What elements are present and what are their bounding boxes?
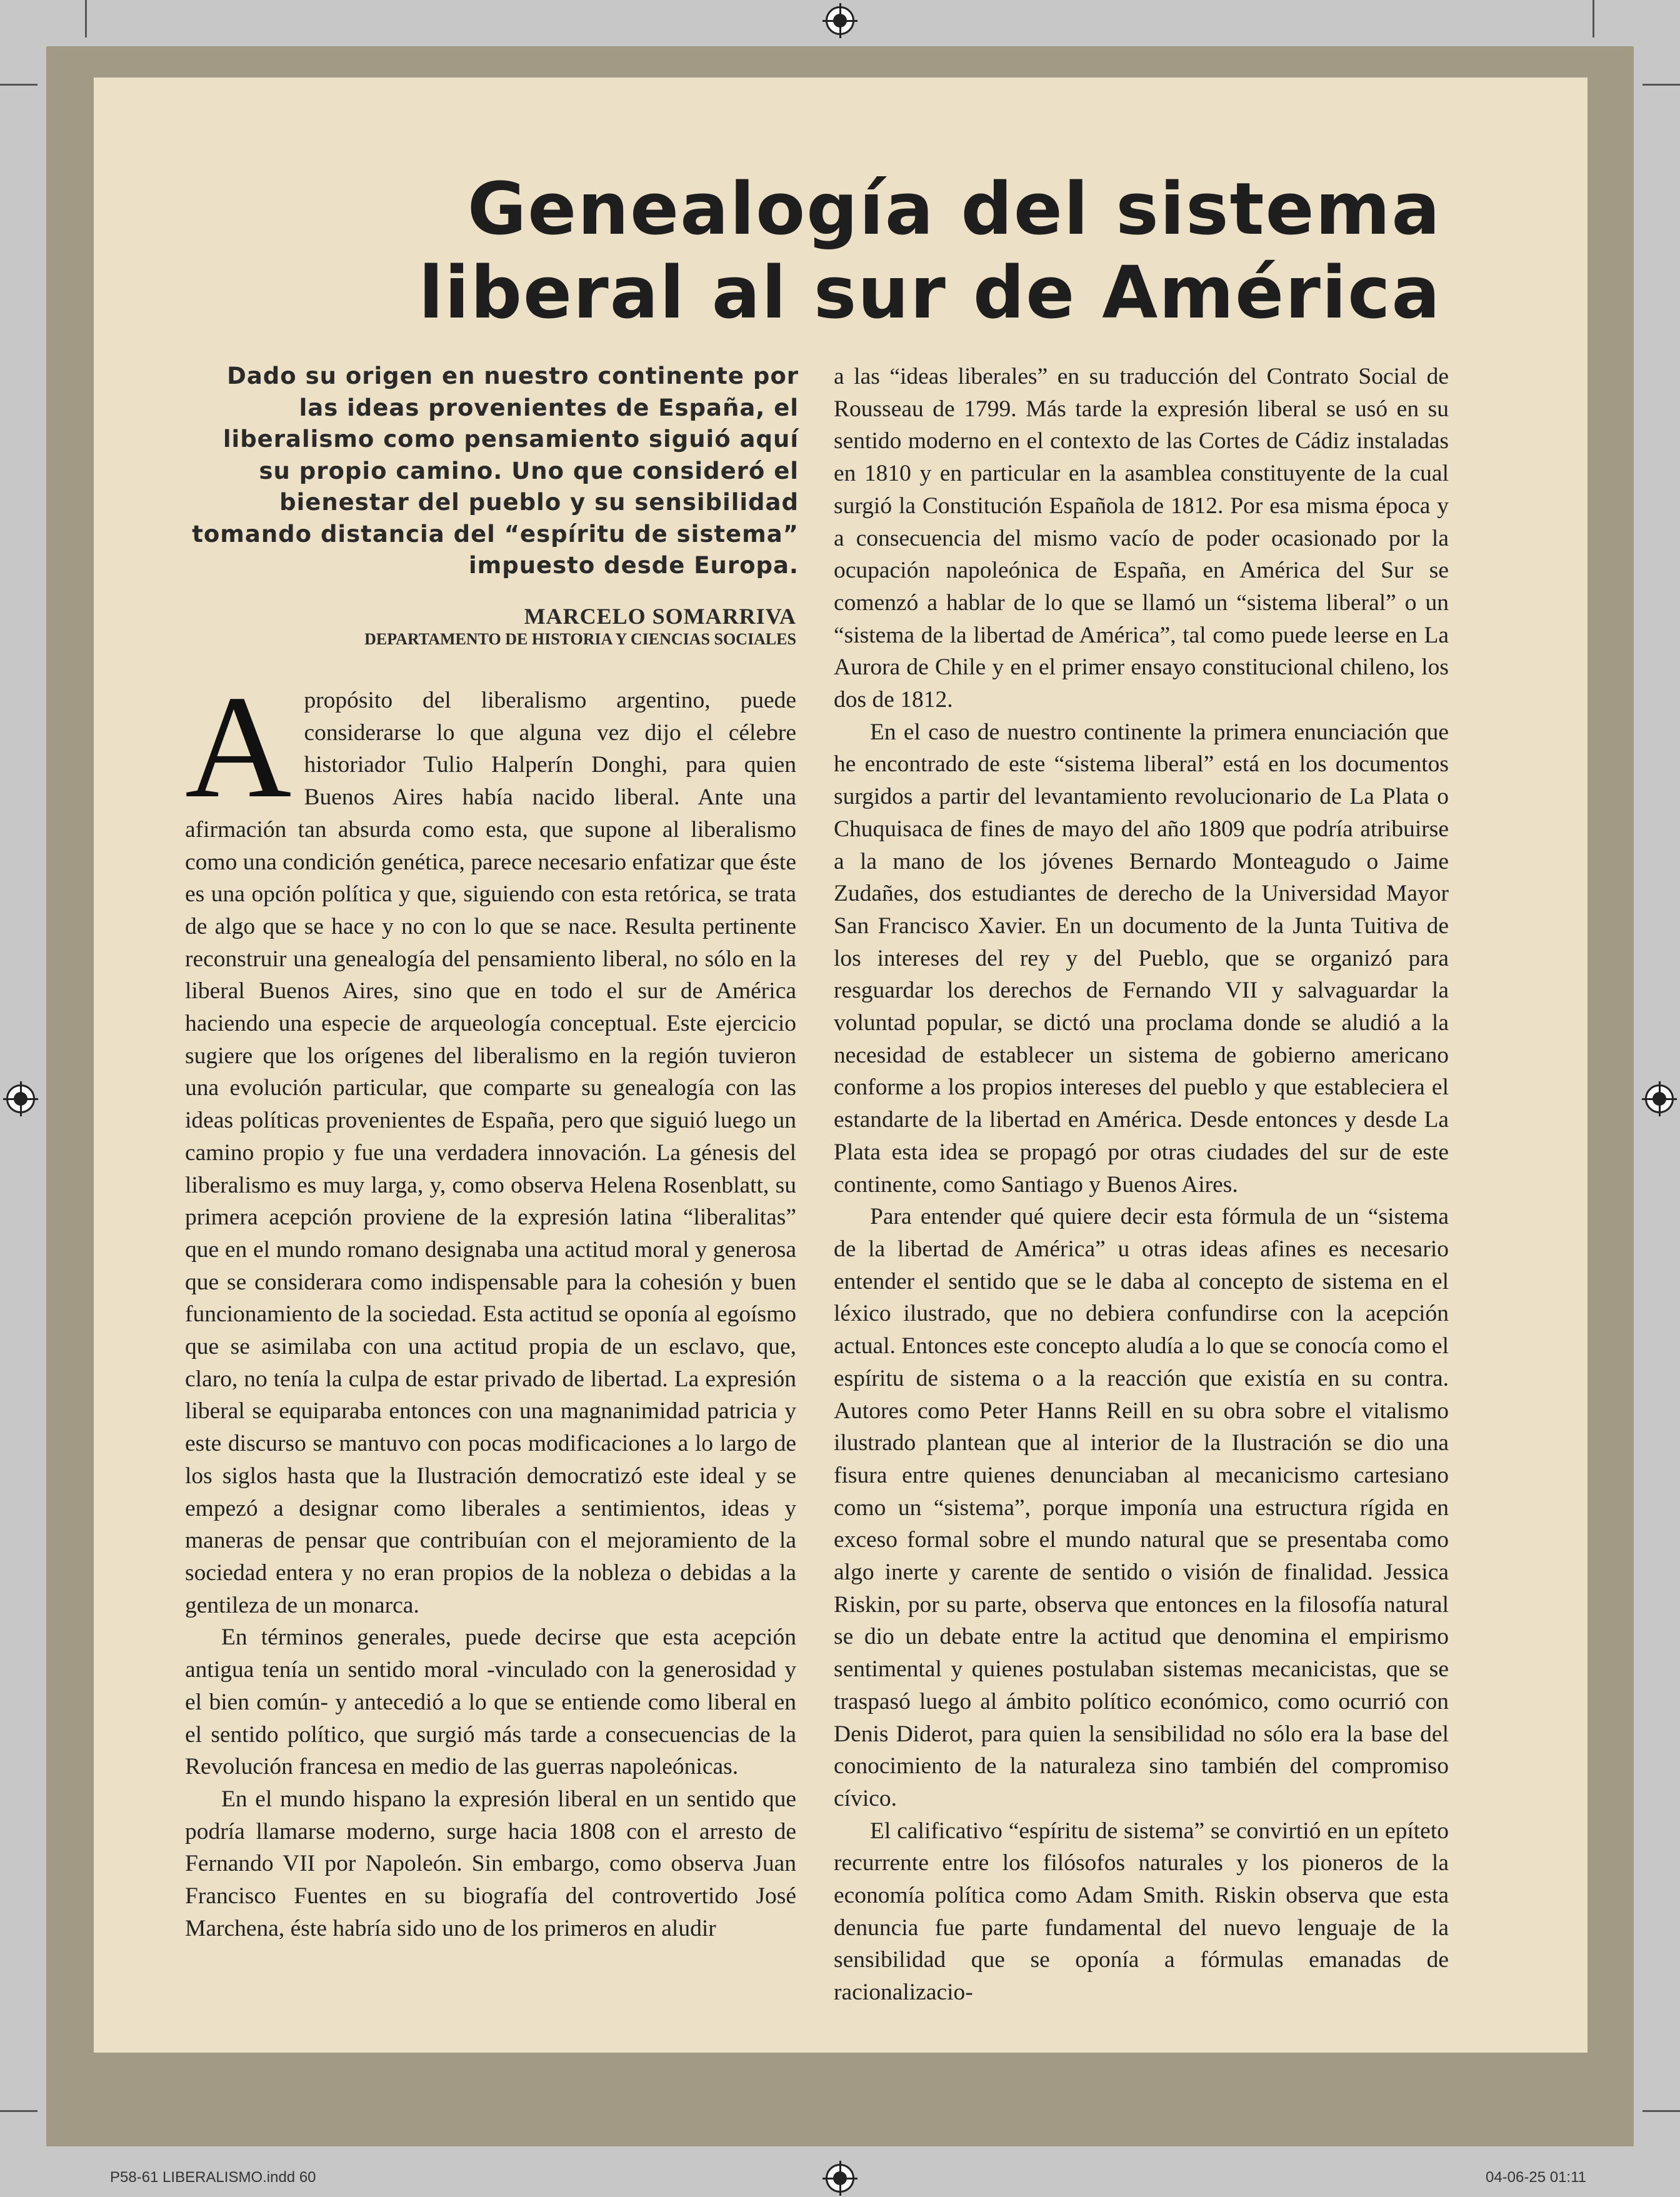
article-title	[419, 168, 1441, 335]
crop-mark	[1642, 84, 1680, 86]
crop-mark	[0, 84, 38, 86]
crop-mark	[1642, 2110, 1680, 2112]
registration-mark-icon	[826, 6, 854, 35]
title-line-1: Genealogía del sistema	[467, 168, 1441, 251]
drop-cap: A	[185, 666, 292, 829]
registration-mark-icon	[1645, 1084, 1674, 1113]
paragraph: En el mundo hispano la expresión liberal en un sentido que podría llamarse moderno, surge hacia 1808 con el arresto de Fernando VII por Napoleón. Sin embargo, como observa Juan Francisco Fuentes en su biografía del controvertido José Marchena, éste habría sido uno de los primeros en aludir	[185, 1786, 796, 1941]
paragraph: Apropósito del liberalismo argentino, puede considerarse lo que alguna vez dijo el célebre historiador Tulio Halperín Donghi, para quien Buenos Aires había nacido liberal. Ante una afirmación tan absurda como esta, que supone al liberalismo como una condición genética, parece necesario enfatizar que éste es una opción política y que, siguiendo con esta retórica, se trata de algo que se hace y no con lo que se nace. Resulta pertinente reconstruir una genealogía del pensamiento liberal, no sólo en la liberal Buenos Aires, sino que en todo el sur de América haciendo una especie de arqueología conceptual. Este ejercicio sugiere que los orígenes del liberalismo en la región tuvieron una evolución particular, que comparte su genealogía con las ideas políticas provenientes de España, pero que siguió luego un camino propio y fue una verdadera innovación. La génesis del liberalismo es muy larga, y, como observa Helena Rosenblatt, su primera acepción proviene de la expresión latina “liberalitas” que en el mundo romano designaba una actitud moral y generosa que se considerara como indispensable para la cohesión y buen funcionamiento de la sociedad. Esta actitud se oponía al egoísmo que se asimilaba con una actitud propia de un esclavo, que, claro, no tenía la culpa de estar privado de libertad. La expresión liberal se equiparaba entonces con una magnanimidad patricia y este discurso se mantuvo con pocas modificaciones a lo largo de los siglos hasta que la Ilustración democratizó este ideal y se empezó a designar como liberales a sentimientos, ideas y maneras de pensar que contribuían con el mejoramiento de la sociedad entera y no eran propios de la nobleza o debidas a la gentileza de un monarca.	[185, 666, 796, 1618]
left-column	[185, 666, 796, 1944]
crop-mark	[85, 0, 87, 38]
slug-filename: P58-61 LIBERALISMO.indd 60	[110, 2169, 316, 2186]
crop-mark	[0, 2110, 38, 2112]
slug-date: 04-06-25 01:11	[1485, 2169, 1586, 2186]
author-name: MARCELO SOMARRIVA	[524, 604, 796, 629]
author-department: DEPARTAMENTO DE HISTORIA Y CIENCIAS SOCIALES	[364, 630, 796, 648]
paragraph: En el caso de nuestro continente la primera enunciación que he encontrado de este “sistema liberal” está en los documentos surgidos a partir del levantamiento revolucionario de La Plata o Chuquisaca de fines de mayo del año 1809 que podría atribuirse a la mano de los jóvenes Bernardo Monteagudo o Jaime Zudañes, dos estudiantes de derecho de la Universidad Mayor San Francisco Xavier. En un documento de la Junta Tuitiva de los intereses del rey y del Pueblo, que se organizó para resguardar los derechos de Fernando VII y salvaguardar la voluntad popular, se dictó una proclama donde se aludió a la necesidad de establecer un sistema de gobierno americano conforme a los propios intereses del pueblo y que estableciera el estandarte de la libertad en América. Desde entonces y desde La Plata esta idea se propagó por otras ciudades del sur de este continente, como Santiago y Buenos Aires.	[834, 719, 1449, 1198]
article-lead: Dado su origen en nuestro continente por las ideas provenientes de España, el liberalismo como pensamiento siguió aquí su propio camino. Uno que consideró el bienestar del pueblo y su sensibilidad tomando distancia del “espíritu de sistema” impuesto desde Europa.	[192, 363, 799, 579]
right-column	[834, 361, 1449, 2009]
registration-mark-icon	[826, 2164, 854, 2193]
paragraph: Para entender qué quiere decir esta fórmula de un “sistema de la libertad de América” u otras ideas afines es necesario entender el sentido que se le daba al concepto de sistema en el léxico ilustrado, que no debiera confundirse con la acepción actual. Entonces este concepto aludía a lo que se conocía como el espíritu de sistema o a la reacción que existía en su contra. Autores como Peter Hanns Reill en su obra sobre el vitalismo ilustrado plantean que al interior de la Ilustración se dio una fisura entre quienes denunciaban al mecanicismo cartesiano como un “sistema”, porque imponía una estructura rígida en exceso formal sobre el mundo natural que se presentaba como algo inerte y carente de sentido o visión de finalidad. Jessica Riskin, por su parte, observa que entonces en la filosofía natural se dio un debate entre la actitud que denomina el empirismo sentimental y quienes postulaban sistemas mecanicistas, que se traspasó luego al ámbito político económico, como ocurrió con Denis Diderot, para quien la sensibilidad no sólo era la base del conocimiento de la naturaleza sino también del compromiso cívico.	[834, 1204, 1449, 1811]
registration-mark-icon	[6, 1084, 35, 1113]
paragraph: a las “ideas liberales” en su traducción del Contrato Social de Rousseau de 1799. Más tarde la expresión liberal se usó en su sentido moderno en el contexto de las Cortes de Cádiz instaladas en 1810 y en particular en la asamblea constituyente de la cual surgió la Constitución Española de 1812. Por esa misma época y a consecuencia del mismo vacío de poder ocasionado por la ocupación napoleónica de España, en América del Sur se comenzó a hablar de lo que se llamó un “sistema liberal” o un “sistema de la libertad de América”, tal como puede leerse en La Aurora de Chile y en el primer ensayo constitucional chileno, los dos de 1812.	[834, 364, 1449, 713]
paragraph: El calificativo “espíritu de sistema” se convirtió en un epíteto recurrente entre los filósofos naturales y los pioneros de la economía política como Adam Smith. Riskin observa que esta denuncia fue parte fundamental del nuevo lenguaje de la sensibilidad que se oponía a fórmulas emanadas de racionalizacio-	[834, 1818, 1449, 2006]
paragraph: En términos generales, puede decirse que esta acepción antigua tenía un sentido moral -vinculado con la generosidad y el bien común- y antecedió a lo que se entiende como liberal en el sentido político, que surgió más tarde a consecuencias de la Revolución francesa en medio de las guerras napoleónicas.	[185, 1624, 796, 1780]
crop-mark	[1592, 0, 1594, 38]
title-line-2: liberal al sur de América	[418, 251, 1441, 335]
